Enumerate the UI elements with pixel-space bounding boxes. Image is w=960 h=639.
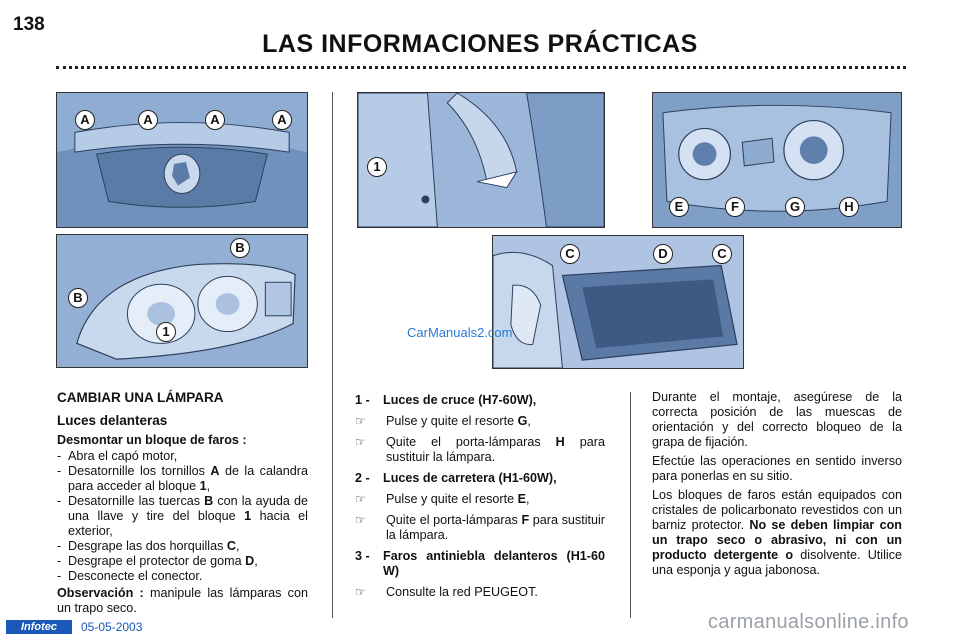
footer-site-watermark: carmanualsonline.info <box>708 611 909 633</box>
pointing-hand-icon: ☞ <box>355 585 366 599</box>
headlamp-label-b-left: B <box>68 288 88 308</box>
pointing-hand-icon: ☞ <box>355 414 366 428</box>
step-2: - Desatornille los tornillos A de la calandra para acceder al bloque 1, <box>57 464 308 493</box>
item-3-title: 3 - Faros antiniebla delanteros (H1-60 W) <box>355 549 605 578</box>
item-2-title: 2 - Luces de carretera (H1-60W), <box>355 471 557 485</box>
item-1-action-2: ☞ Quite el porta-lámparas H para sustituir la lámpara. <box>355 435 605 464</box>
fog-label-c-right: C <box>712 244 732 264</box>
bulbs-label-f: F <box>725 197 745 217</box>
bulbs-label-g: G <box>785 197 805 217</box>
column-divider-1 <box>332 92 333 618</box>
page-number: 138 <box>13 14 45 35</box>
watermark: CarManuals2.com <box>407 325 513 340</box>
fog-lamp-figure <box>492 235 744 369</box>
headlamp-figure <box>56 234 308 368</box>
grille-label-a-1: A <box>75 110 95 130</box>
pointing-hand-icon: ☞ <box>355 513 366 527</box>
item-2-action-1: ☞ Pulse y quite el resorte E, <box>355 492 530 506</box>
step-4: - Desgrape las dos horquillas C, <box>57 539 240 553</box>
subsection-heading: Luces delanteras <box>57 413 168 428</box>
item-1-action-1: ☞ Pulse y quite el resorte G, <box>355 414 531 428</box>
middle-column <box>355 390 605 606</box>
bulbs-label-e: E <box>669 197 689 217</box>
engine-bay-label-1: 1 <box>367 157 387 177</box>
grille-label-a-3: A <box>205 110 225 130</box>
step-1: - Abra el capó motor, <box>57 449 178 463</box>
headlamp-label-b-top: B <box>230 238 250 258</box>
page-title: LAS INFORMACIONES PRÁCTICAS <box>262 30 698 58</box>
item-3-action-1: ☞ Consulte la red PEUGEOT. <box>355 585 538 599</box>
pointing-hand-icon: ☞ <box>355 435 366 449</box>
paragraph-cleaning: Los bloques de faros están equipados con cristales de policarbonato revestidos con un barniz protector. No se deben limpiar con un trapo seco o abrasivo, ni con un producto detergente o disolvente. Utilice una esponja y agua jabonosa. <box>652 488 903 577</box>
bulbs-figure <box>652 92 902 228</box>
grille-label-a-2: A <box>138 110 158 130</box>
footer-date: 05-05-2003 <box>81 620 143 634</box>
item-2-action-2: ☞ Quite el porta-lámparas F para sustituir la lámpara. <box>355 513 605 542</box>
pointing-hand-icon: ☞ <box>355 492 366 506</box>
fog-label-c-left: C <box>560 244 580 264</box>
paragraph-reverse: Efectúe las operaciones en sentido inverso para ponerlas en su sitio. <box>652 454 902 483</box>
bulbs-label-h: H <box>839 197 859 217</box>
right-column <box>652 390 902 582</box>
infotec-logo: Infotec <box>6 620 72 634</box>
column-divider-2 <box>630 392 631 618</box>
fog-label-d: D <box>653 244 673 264</box>
paragraph-assembly: Durante el montaje, asegúrese de la correcta posición de las muescas de orientación y del correcto bloqueo de la grapa de fijación. <box>652 390 902 449</box>
grille-figure <box>56 92 308 228</box>
item-1-title: 1 - Luces de cruce (H7-60W), <box>355 393 537 407</box>
observation: Observación : manipule las lámparas con un trapo seco. <box>57 586 308 615</box>
section-heading: CAMBIAR UNA LÁMPARA <box>57 390 224 405</box>
engine-bay-figure <box>357 92 605 228</box>
step-5: - Desgrape el protector de goma D, <box>57 554 258 568</box>
procedure-heading: Desmontar un bloque de faros : <box>57 433 247 447</box>
grille-label-a-4: A <box>272 110 292 130</box>
step-6: - Desconecte el conector. <box>57 569 203 583</box>
title-rule <box>56 66 906 69</box>
left-column <box>57 390 308 620</box>
step-3: - Desatornille las tuercas B con la ayuda de una llave y tire del bloque 1 hacia el exterior, <box>57 494 308 538</box>
headlamp-label-1: 1 <box>156 322 176 342</box>
